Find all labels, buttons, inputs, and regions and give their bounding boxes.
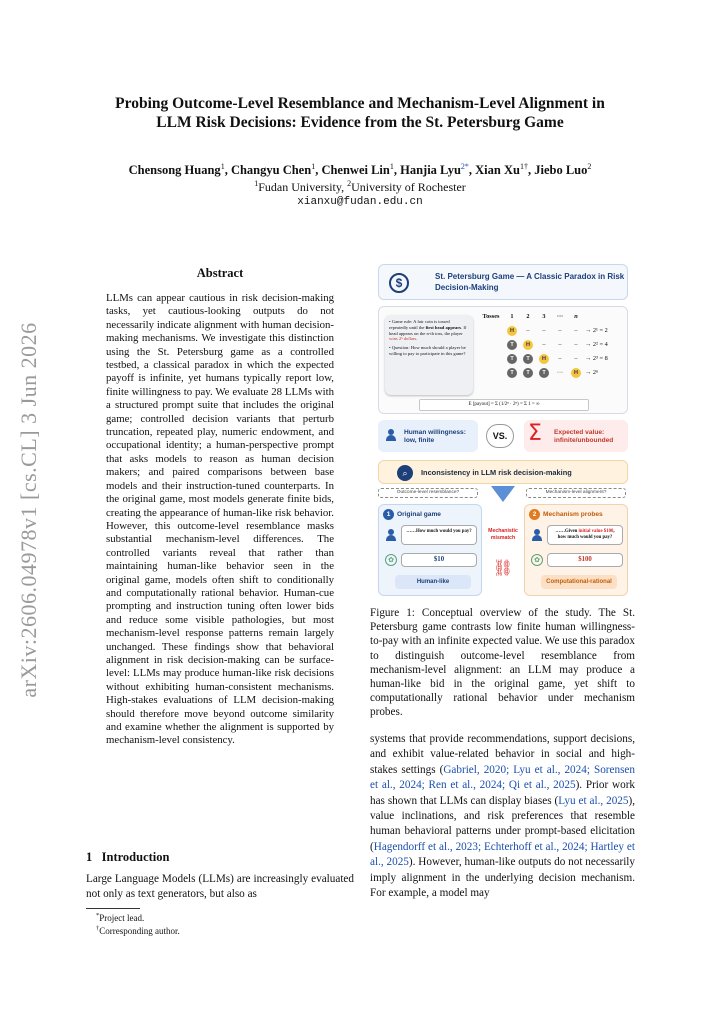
rule-text: • Game rule: A fair coin is tossed repeatedly until the [389, 319, 450, 330]
caption-label: Figure 1: [370, 607, 415, 619]
author-mark: 2 [587, 162, 592, 171]
panel-title: Mechanism probes [543, 511, 603, 518]
toss-cell [521, 339, 535, 351]
toss-cell [537, 353, 551, 365]
toss-header-cell: Tosses [482, 313, 500, 320]
person-icon [386, 529, 396, 541]
coin-tails-icon: T [507, 340, 517, 350]
toss-cell [505, 367, 519, 379]
author-name: Jiebo Luo [534, 163, 588, 178]
figure-caption [370, 606, 635, 720]
toss-cell: ··· [556, 369, 564, 376]
affil-mark: 1 [254, 179, 259, 188]
arxiv-id: arXiv:2606.04978v1 [cs.CL] 3 Jun 2026 [16, 322, 41, 698]
author-name: Xian Xu [475, 163, 520, 178]
broken-link-icon: ⛓ [492, 558, 514, 577]
toss-header-cell: n [574, 313, 578, 320]
panel-title: Original game [397, 511, 441, 518]
inconsistency-banner [378, 460, 628, 484]
author-mark: 1 [389, 162, 394, 171]
toss-cell: – [574, 341, 578, 348]
expected-value-formula: E [payout] = Σ (1/2ⁿ · 2ⁿ) = Σ 1 = ∞ [419, 399, 589, 411]
payout-label: → 2¹ = 2 [585, 327, 608, 334]
author-mark: 1† [519, 162, 528, 171]
section-title: Introduction [101, 850, 170, 864]
affil-mark: 2 [347, 179, 352, 188]
outcome-question-label: Outcome-level resemblance? [378, 488, 478, 498]
footnote-2 [96, 925, 180, 936]
toss-cell: – [558, 355, 562, 362]
payout-label: → 2ⁿ [585, 369, 599, 376]
rule-bold: first head appears [425, 324, 462, 330]
coin-tails-icon: T [507, 354, 517, 364]
affiliations [80, 179, 640, 195]
author-name: Chenwei Lin [321, 163, 390, 178]
figure-1 [370, 262, 635, 598]
affiliation-1: Fudan University, [258, 180, 348, 194]
coin-heads-icon: H [507, 326, 517, 336]
body-text: ). However, human-like outputs do not necessarily imply alignment in the underlying decision mechanism. For example, a model may [370, 856, 636, 900]
llm-answer: $10 [401, 553, 477, 567]
toss-cell [521, 367, 535, 379]
game-rule-box [385, 315, 473, 395]
author-name: Hanjia Lyu [400, 163, 461, 178]
toss-cell: – [542, 341, 546, 348]
body-text: ). Prior work has shown that LLMs can display biases ( [370, 779, 636, 807]
toss-cell: – [558, 327, 562, 334]
contact-email[interactable]: xianxu@fudan.edu.cn [297, 196, 423, 208]
coin-heads-icon: H [539, 354, 549, 364]
figure-banner [378, 264, 628, 300]
intro-body: Large Language Models (LLMs) are increasingly evaluated not only as text generators, but also as [86, 873, 354, 900]
author-list: Chensong Huang$^1$, Changyu Chen$^1$, Chenwei Lin$^1$, Hanjia Lyu$^{2*}$, Xian $Xu^{1\dagger}$, Jiebo Luo$^2$ [128, 162, 592, 178]
affiliation-2: University of Rochester [351, 180, 466, 194]
intro-continuation [370, 732, 635, 901]
search-icon: ⌕ [397, 465, 413, 481]
section-number: 1 [86, 850, 93, 864]
rule-highlight: wins 2ⁿ dollars [389, 336, 417, 342]
payout-label: → 2³ = 8 [585, 355, 608, 362]
mechanism-question-label: Mechanism-level alignment? [526, 488, 626, 498]
vs-badge: VS. [486, 424, 514, 448]
comparison-row [378, 420, 628, 454]
toss-cell: – [526, 327, 530, 334]
toss-row [479, 339, 627, 351]
paper-title [80, 94, 640, 132]
banner-title: St. Petersburg Game — A Classic Paradox in Risk Decision-Making [435, 272, 625, 292]
dollar-coin-icon: $ [389, 273, 409, 293]
title-line-2: LLM Risk Decisions: Evidence from the St. Petersburg Game [156, 114, 564, 131]
toss-cell: – [574, 355, 578, 362]
citation-link[interactable]: Lyu et al., 2025 [558, 794, 629, 807]
human-willingness-box [378, 420, 478, 452]
llm-icon: ✿ [385, 554, 397, 566]
toss-header-cell: 2 [526, 313, 530, 320]
expected-value-box [524, 420, 628, 452]
llm-answer: $100 [547, 553, 623, 567]
sigma-icon: Σ [528, 421, 542, 446]
human-willingness-label: Human willingness: low, finite [404, 429, 466, 444]
payout-label: → 2² = 4 [585, 341, 608, 348]
coin-tails-icon: T [523, 354, 533, 364]
toss-cell [505, 353, 519, 365]
prompt-text: ……Given [555, 529, 579, 534]
prompt-bubble [547, 525, 623, 545]
coin-heads-icon: H [523, 340, 533, 350]
author-name: Changyu Chen [230, 163, 312, 178]
footnote-mark: † [96, 925, 100, 932]
toss-row [479, 367, 627, 379]
footnote-text: Corresponding author. [99, 926, 180, 936]
llm-icon: ✿ [531, 554, 543, 566]
footnote-rule [86, 908, 140, 909]
title-line-1: Probing Outcome-Level Resemblance and Mechanism-Level Alignment in [115, 95, 605, 112]
author-mark: 1 [220, 162, 225, 171]
caption-text: Conceptual overview of the study. The St. Petersburg game contrasts low finite human willingness-to-pay with an infinite expected value. We use this paradox to distinguish outcome-level resemblance from mechanism-level alignment: an LLM may produce a human-like bid in the original game, yet shift to computationally rational behavior under mechanism probes. [370, 607, 635, 719]
toss-header-cell: ··· [556, 313, 564, 320]
body-text: ), value inclinations, and risk preferences that resemble human behavioral patterns under prompt-based elicitation ( [370, 794, 636, 853]
person-icon [386, 429, 396, 441]
inconsistency-label: Inconsistency in LLM risk decision-making [421, 468, 572, 477]
body-text: systems that provide recommendations, support decisions, and exhibit value-related behavior in social and high-stakes settings ( [370, 733, 635, 776]
author-name: Chensong Huang [128, 163, 221, 178]
abstract-heading: Abstract [196, 266, 244, 280]
toss-row [479, 353, 627, 365]
toss-cell [505, 325, 519, 337]
arxiv-sidebar [14, 300, 44, 720]
coin-heads-icon: H [571, 368, 581, 378]
step-number: 2 [529, 509, 540, 520]
rule-text: . If head appears on the n-th toss, the player [389, 324, 467, 336]
toss-cell: – [558, 341, 562, 348]
abstract-body: LLMs can appear cautious in risk decision-making tasks, yet cautious-looking outputs do not necessarily indicate alignment with human decision-making mechanisms. We investigate this distinction using the St. Petersburg game as a controlled testbed, a classical paradox in which the expected payoff is infinite, yet humans typically report low, finite willingness to pay. We evaluate 28 LLMs with a structured prompt suite that includes the original game; controlled decision variants that perturb truncation, repeated play, numeric endowment, and occupational identity; a human-perspective prompt that asks models to reason as human decision makers; and paired comparisons between base models and their instruction-tuned counterparts. In the original game, most models generate finite bids, creating the appearance of human-like risk behavior. However, this outcome-level resemblance masks substantial mechanism-level differences. The controlled variants reveal that rather than maintaining human-like behavior seen in the original game, models often shift to conditionally and computationally rational behavior. Human-cue prompting and instruction tuning often lower bids and reduce some visible pathologies, but most mechanism-level response patterns remain largely unchanged. These findings show that behavioral alignment in risk decision-making can be surface-level: LLMs may produce human-like risk decisions without exhibiting human-consistent mechanisms. High-stakes evaluations of LLM decision-making should therefore move beyond outcome similarity and examine whether the alignment is supported by mechanism-level consistency. [106, 292, 334, 747]
toss-cell [569, 367, 583, 379]
footnote-text: Project lead. [99, 913, 145, 923]
toss-cell [521, 353, 535, 365]
toss-header-cell: 3 [542, 313, 546, 320]
original-game-panel [378, 504, 482, 596]
mechanism-probes-panel [524, 504, 628, 596]
rule-text: . [416, 336, 418, 342]
question-text: • Question: How much should a player be willing to pay to participate in this game? [389, 345, 466, 356]
prompt-highlight: initial value $100 [578, 529, 614, 534]
toss-header-row [479, 311, 627, 323]
citation-link[interactable]: Gabriel, 2020; Lyu et al., 2024; Sorensen et al., 2024; Ren et al., 2024; Qi et al., 2025 [370, 763, 635, 792]
expected-value-label: Expected value: infinite/unbounded [554, 429, 614, 444]
footnote-mark: * [96, 912, 100, 919]
computational-rational-tag: Computational-rational [541, 575, 617, 589]
coin-tails-icon: T [539, 368, 549, 378]
author-mark: 2* [460, 162, 469, 171]
toss-header-cell: 1 [510, 313, 514, 320]
human-like-tag: Human-like [395, 575, 471, 589]
coin-tails-icon: T [507, 368, 517, 378]
citation-link[interactable]: Hagendorff et al., 2023; Echterhoff et al., 2024; Hartley et al., 2025 [370, 840, 635, 869]
toss-cell: – [574, 327, 578, 334]
coin-tails-icon: T [523, 368, 533, 378]
person-icon [532, 529, 542, 541]
game-rule-panel [378, 306, 628, 414]
toss-cell: – [542, 327, 546, 334]
prompt-bubble: ……How much would you pay? [401, 525, 477, 545]
prompt-text: , how much would you pay? [557, 529, 615, 540]
footnote-1 [96, 912, 144, 923]
toss-row [479, 325, 627, 337]
down-arrow-icon [491, 486, 515, 502]
mismatch-label: Mechanistic mismatch [488, 528, 518, 541]
author-mark: 1 [311, 162, 316, 171]
intro-heading [86, 850, 169, 865]
toss-cell [537, 367, 551, 379]
step-number: 1 [383, 509, 394, 520]
toss-cell [505, 339, 519, 351]
